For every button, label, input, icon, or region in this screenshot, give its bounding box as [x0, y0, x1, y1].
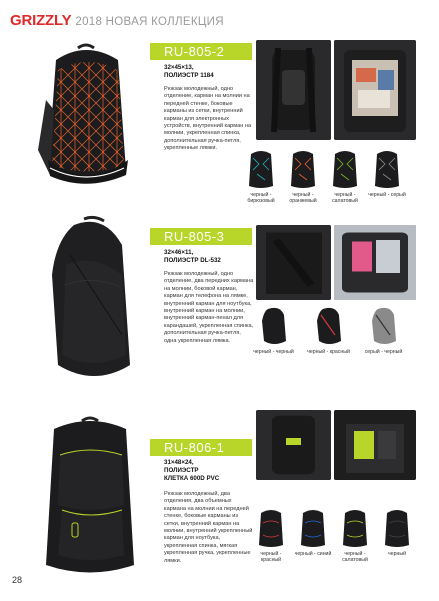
interior-photo [334, 40, 416, 140]
variant-item[interactable] [366, 148, 408, 205]
variant-item[interactable] [301, 305, 356, 355]
product-description: Рюкзак молодежный, два отделения, два объемных кармана на молнии на передней стенке, боковые карманы из сетки, внутренний карман на молнии, внутренний укрепленный карман для ноутбука, укрепленная спинка, мягкая укрепленная ручка, укрепленные лямки. [164, 491, 253, 564]
variant-label: черный - салатовый [332, 192, 358, 205]
model-label: RU-806-1 [150, 439, 252, 456]
color-variants [250, 507, 418, 564]
backpack-hero-image [26, 40, 148, 200]
product-ru-805-3 [0, 225, 439, 415]
collection-title: 2018 НОВАЯ КОЛЛЕКЦИЯ [75, 16, 224, 28]
back-panel-photo [256, 40, 331, 140]
product-description: Рюкзак молодежный, одно отделение, два передних кармана на молнии, боковой карман, карман для телефона на лямке, внутренний карман для ноутбука, внутренний карман на молнии, внутренний карман-пенал для карандашей, укрепленная спинка, дополнительная ручка-петля, одна укрепленная лямка. [164, 271, 254, 344]
variant-label: черный - черный [253, 349, 294, 355]
product-description: Рюкзак молодежный, одно отделение, карман на молнии на передней стенке, боковые карманы из сетки, внутренний карман для электронных устройств, внутренний карман на молнии, укрепленная спинка, дополнительная ручка-петля, укрепленные лямки. [164, 86, 252, 152]
model-label: RU-805-2 [150, 43, 252, 60]
specs-dimensions: 32×46×11, [164, 249, 194, 256]
variant-thumbnail [371, 148, 403, 190]
variant-label: черный - красный [307, 349, 350, 355]
variant-item[interactable] [240, 148, 282, 205]
color-variants [240, 148, 408, 205]
variant-thumbnail [313, 305, 345, 347]
specs-material: ПОЛИЭСТР [164, 467, 199, 474]
variant-label: черный - синий [294, 551, 332, 557]
variant-label: черный [388, 551, 406, 557]
back-panel-photo [256, 410, 331, 480]
school-backpack-hero-image [30, 415, 150, 580]
variant-item[interactable] [250, 507, 292, 564]
variant-thumbnail [245, 148, 277, 190]
model-label: RU-805-3 [150, 228, 252, 245]
variant-thumbnail [368, 305, 400, 347]
variant-item[interactable] [376, 507, 418, 564]
page-header [10, 12, 224, 29]
variant-thumbnail [381, 507, 413, 549]
back-panel-photo [256, 225, 331, 300]
specs-dimensions: 32×45×13, [164, 64, 194, 71]
product-ru-806-1 [0, 435, 439, 595]
variant-thumbnail [329, 148, 361, 190]
brand-logo: GRIZZLY [10, 12, 72, 29]
specs-dimensions: 31×48×24, [164, 459, 194, 466]
sling-backpack-hero-image [34, 215, 146, 395]
variant-label: черный - серый [368, 192, 406, 198]
variant-item[interactable] [246, 305, 301, 355]
variant-thumbnail [297, 507, 329, 549]
variant-item[interactable] [334, 507, 376, 564]
specs-material: ПОЛИЭСТР DL-532 [164, 257, 221, 264]
variant-item[interactable] [282, 148, 324, 205]
specs-material: ПОЛИЭСТР 1184 [164, 72, 214, 79]
interior-photo [334, 225, 416, 300]
variant-label: черный - салатовый [342, 551, 368, 564]
variant-label: черный - красный [260, 551, 282, 564]
variant-item[interactable] [292, 507, 334, 564]
interior-photo [334, 410, 416, 480]
variant-label: черный - бирюзовый [247, 192, 275, 205]
specs-lining: КЛЕТКА 600D PVC [164, 475, 220, 482]
variant-thumbnail [339, 507, 371, 549]
variant-label: черный - оранжевый [289, 192, 317, 205]
product-specs [164, 249, 254, 265]
variant-item[interactable] [324, 148, 366, 205]
variant-thumbnail [255, 507, 287, 549]
page-number: 28 [12, 575, 23, 585]
product-specs [164, 459, 254, 483]
variant-label: серый - черный [364, 349, 403, 355]
variant-thumbnail [258, 305, 290, 347]
color-variants [246, 305, 411, 355]
product-ru-805-2 [0, 40, 439, 230]
variant-item[interactable] [356, 305, 411, 355]
variant-thumbnail [287, 148, 319, 190]
product-specs [164, 64, 254, 80]
